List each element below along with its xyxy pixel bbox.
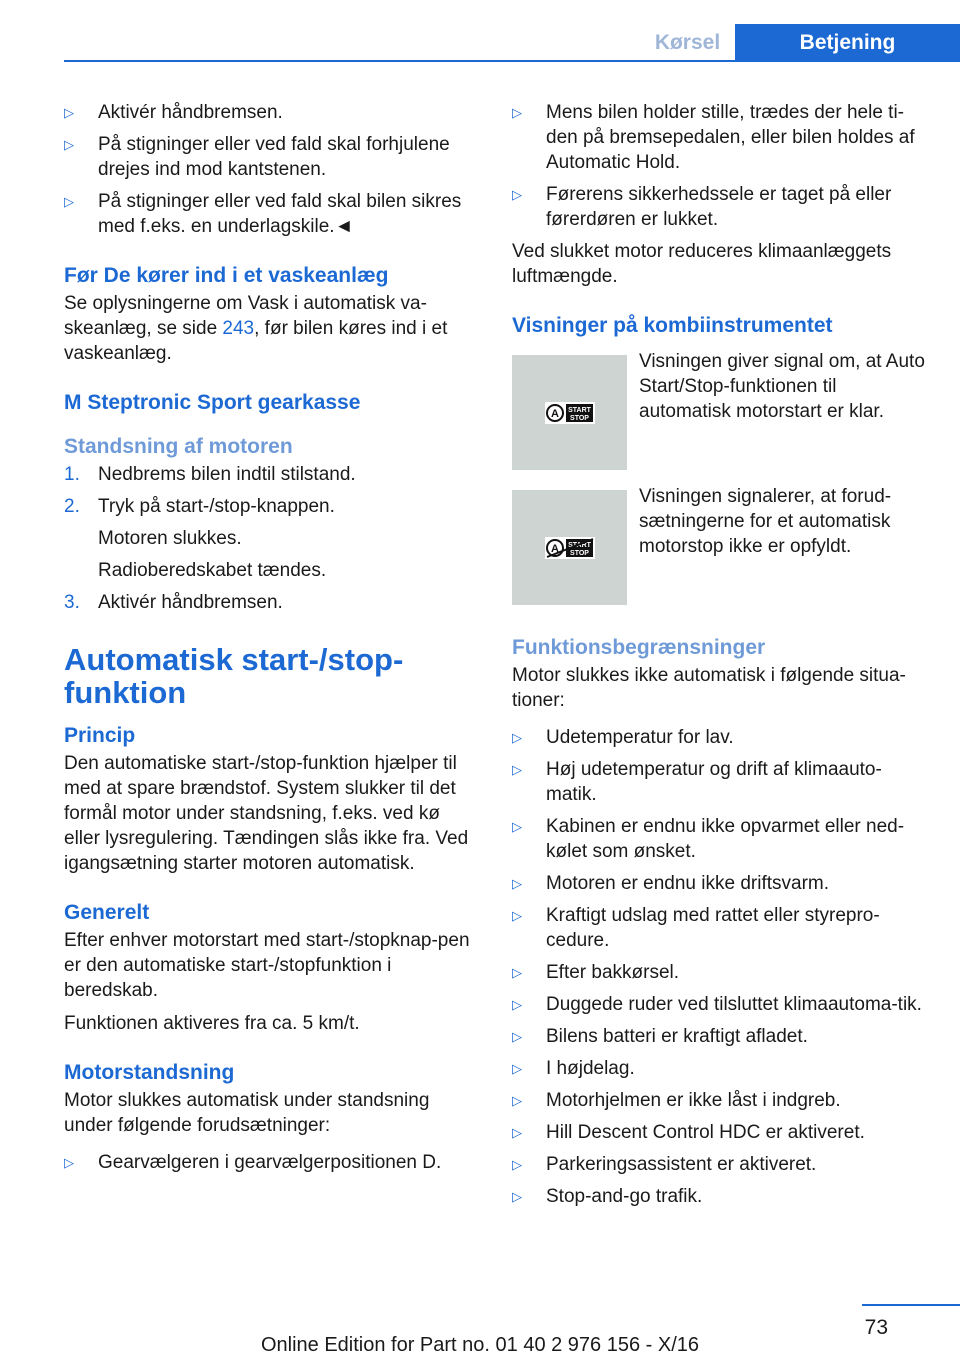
footer-rule — [862, 1304, 960, 1306]
triangle-bullet-icon: ▷ — [64, 137, 74, 152]
steps-list — [64, 462, 480, 519]
triangle-bullet-icon: ▷ — [512, 762, 522, 777]
heading-steptronic: M Steptronic Sport gearkasse — [64, 391, 361, 414]
list-item: ▷ I højdelag. — [512, 1058, 635, 1079]
triangle-bullet-icon: ▷ — [512, 965, 522, 980]
list-item: ▷ Udetemperatur for lav. — [512, 727, 734, 748]
bullet-list-top-right — [512, 100, 932, 232]
step-item: 2. Tryk på start-/stop-knappen. — [64, 496, 335, 517]
list-item: ▷ Motorhjelmen er ikke låst i indgreb. — [512, 1090, 841, 1111]
svg-text:A: A — [550, 407, 559, 420]
list-item: ▷ Efter bakkørsel. — [512, 962, 680, 983]
list-item: ▷ Førerens sikkerhedssele er taget på eller førerdøren er lukket. — [512, 184, 892, 230]
triangle-bullet-icon: ▷ — [512, 997, 522, 1012]
heading-stop-engine: Standsning af motoren — [64, 435, 293, 458]
triangle-bullet-icon: ▷ — [512, 1029, 522, 1044]
list-item: ▷ Kraftigt udslag med rattet eller styrepro-cedure. — [512, 905, 880, 951]
list-item: ▷ Parkeringsassistent er aktiveret. — [512, 1154, 817, 1175]
triangle-bullet-icon: ▷ — [512, 876, 522, 891]
paragraph-princip: Den automatiske start-/stop-funktion hjælper til med at spare brændstof. System slukker til det formål motor under standsning, f.eks. ved kø eller lysregulering. Tændingen slås ikke fra. Ved igangsætning starter motoren automatisk. — [64, 753, 469, 874]
edition-footer: Online Edition for Part no. 01 40 2 976 156 - X/16 — [260, 1334, 700, 1356]
triangle-bullet-icon: ▷ — [512, 187, 522, 202]
svg-text:START: START — [567, 406, 591, 414]
steps-list-cont — [64, 590, 480, 615]
tab-betjening[interactable]: Betjening — [735, 24, 960, 62]
page-number: 73 — [864, 1316, 888, 1339]
step-item: 1. Nedbrems bilen indtil stilstand. — [64, 464, 356, 485]
triangle-bullet-icon: ▷ — [64, 194, 74, 209]
list-item: ▷ Kabinen er endnu ikke opvarmet eller ned-kølet som ønsket. — [512, 816, 905, 862]
bullet-list-bottom-left — [64, 1150, 480, 1175]
page-link-243[interactable]: 243 — [222, 318, 255, 339]
triangle-bullet-icon: ▷ — [512, 730, 522, 745]
auto-start-stop-crossed-icon — [545, 537, 595, 559]
list-item: ▷ Mens bilen holder stille, trædes der hele ti-den på bremsepedalen, eller bilen holdes af Automatic Hold. — [512, 102, 915, 173]
tab-korsel[interactable]: Kørsel — [654, 31, 721, 54]
bullet-list-top-left — [64, 100, 480, 239]
triangle-bullet-icon: ▷ — [512, 1125, 522, 1140]
auto-start-stop-icon — [545, 402, 595, 424]
triangle-bullet-icon: ▷ — [512, 1093, 522, 1108]
list-item: ▷ Hill Descent Control HDC er aktiveret. — [512, 1122, 865, 1143]
paragraph-funktionsbegraensninger: Motor slukkes ikke automatisk i følgende situa-tioner: — [512, 665, 906, 711]
triangle-bullet-icon: ▷ — [64, 1155, 74, 1170]
step-continuation: Radioberedskabet tændes. — [98, 560, 327, 581]
list-item: ▷ Høj udetemperatur og drift af klimaauto-matik. — [512, 759, 882, 805]
step-number: 1. — [64, 464, 80, 485]
heading-visninger: Visninger på kombiinstrumentet — [512, 314, 833, 337]
paragraph-generelt: Efter enhver motorstart med start-/stopknap-pen er den automatiske start-/stopfunktion i beredskab. — [64, 930, 470, 1001]
auto-start-stop-ready-image — [512, 355, 627, 470]
triangle-bullet-icon: ▷ — [512, 105, 522, 120]
heading-wash: Før De kører ind i et vaskeanlæg — [64, 264, 389, 287]
list-item: ▷ Stop-and-go trafik. — [512, 1186, 703, 1207]
auto-start-stop-unavailable-image — [512, 490, 627, 605]
paragraph-motorstandsning: Motor slukkes automatisk under standsning under følgende forudsætninger: — [64, 1090, 430, 1136]
display-ready-row — [512, 349, 932, 470]
triangle-bullet-icon: ▷ — [512, 908, 522, 923]
svg-text:STOP: STOP — [569, 414, 589, 422]
display-not-fulfilled-text: Visningen signalerer, at forud-sætningerne for et automatisk motorstop ikke er opfyldt. — [639, 486, 892, 557]
list-item: ▷ På stigninger eller ved fald skal forhjulene drejes ind mod kantstenen. — [64, 134, 450, 180]
list-item: ▷ På stigninger eller ved fald skal bilen sikres med f.eks. en underlagskile.◄ — [64, 191, 462, 237]
svg-text:START: START — [567, 541, 591, 549]
paragraph-generelt-2: Funktionen aktiveres fra ca. 5 km/t. — [64, 1013, 360, 1034]
step-continuation: Motoren slukkes. — [98, 528, 242, 549]
heading-funktionsbegraensninger: Funktionsbegrænsninger — [512, 636, 766, 659]
list-item: ▷ Motoren er endnu ikke driftsvarm. — [512, 873, 830, 894]
svg-text:A: A — [550, 542, 559, 555]
list-item: ▷ Gearvælgeren i gearvælgerpositionen D. — [64, 1152, 442, 1173]
triangle-bullet-icon: ▷ — [64, 105, 74, 120]
bullet-list-bottom-right — [512, 725, 932, 1209]
svg-text:STOP: STOP — [569, 549, 589, 557]
triangle-bullet-icon: ▷ — [512, 1061, 522, 1076]
triangle-bullet-icon: ▷ — [512, 1189, 522, 1204]
paragraph-klima: Ved slukket motor reduceres klimaanlæggets luftmængde. — [512, 241, 892, 287]
paragraph-wash: Se oplysningerne om Vask i automatisk va-skeanlæg, se side 243, før bilen køres ind i et vaskeanlæg. — [64, 293, 448, 364]
step-number: 3. — [64, 592, 80, 613]
list-item: ▷ Duggede ruder ved tilsluttet klimaautoma-tik. — [512, 994, 922, 1015]
triangle-bullet-icon: ▷ — [512, 819, 522, 834]
list-item: ▷ Bilens batteri er kraftigt afladet. — [512, 1026, 808, 1047]
heading-auto-start-stop: Automatisk start-/stop-funktion — [64, 642, 404, 710]
list-item: ▷ Aktivér håndbremsen. — [64, 102, 283, 123]
triangle-bullet-icon: ▷ — [512, 1157, 522, 1172]
heading-princip: Princip — [64, 724, 136, 747]
display-not-fulfilled-row — [512, 484, 932, 605]
heading-generelt: Generelt — [64, 901, 150, 924]
step-number: 2. — [64, 496, 80, 517]
step-item: 3. Aktivér håndbremsen. — [64, 592, 283, 613]
heading-motorstandsning: Motorstandsning — [64, 1061, 235, 1084]
right-column — [512, 100, 932, 1216]
display-ready-text: Visningen giver signal om, at Auto Start/Stop-funktionen til automatisk motorstart er klar. — [639, 351, 925, 422]
left-column — [64, 100, 480, 1182]
